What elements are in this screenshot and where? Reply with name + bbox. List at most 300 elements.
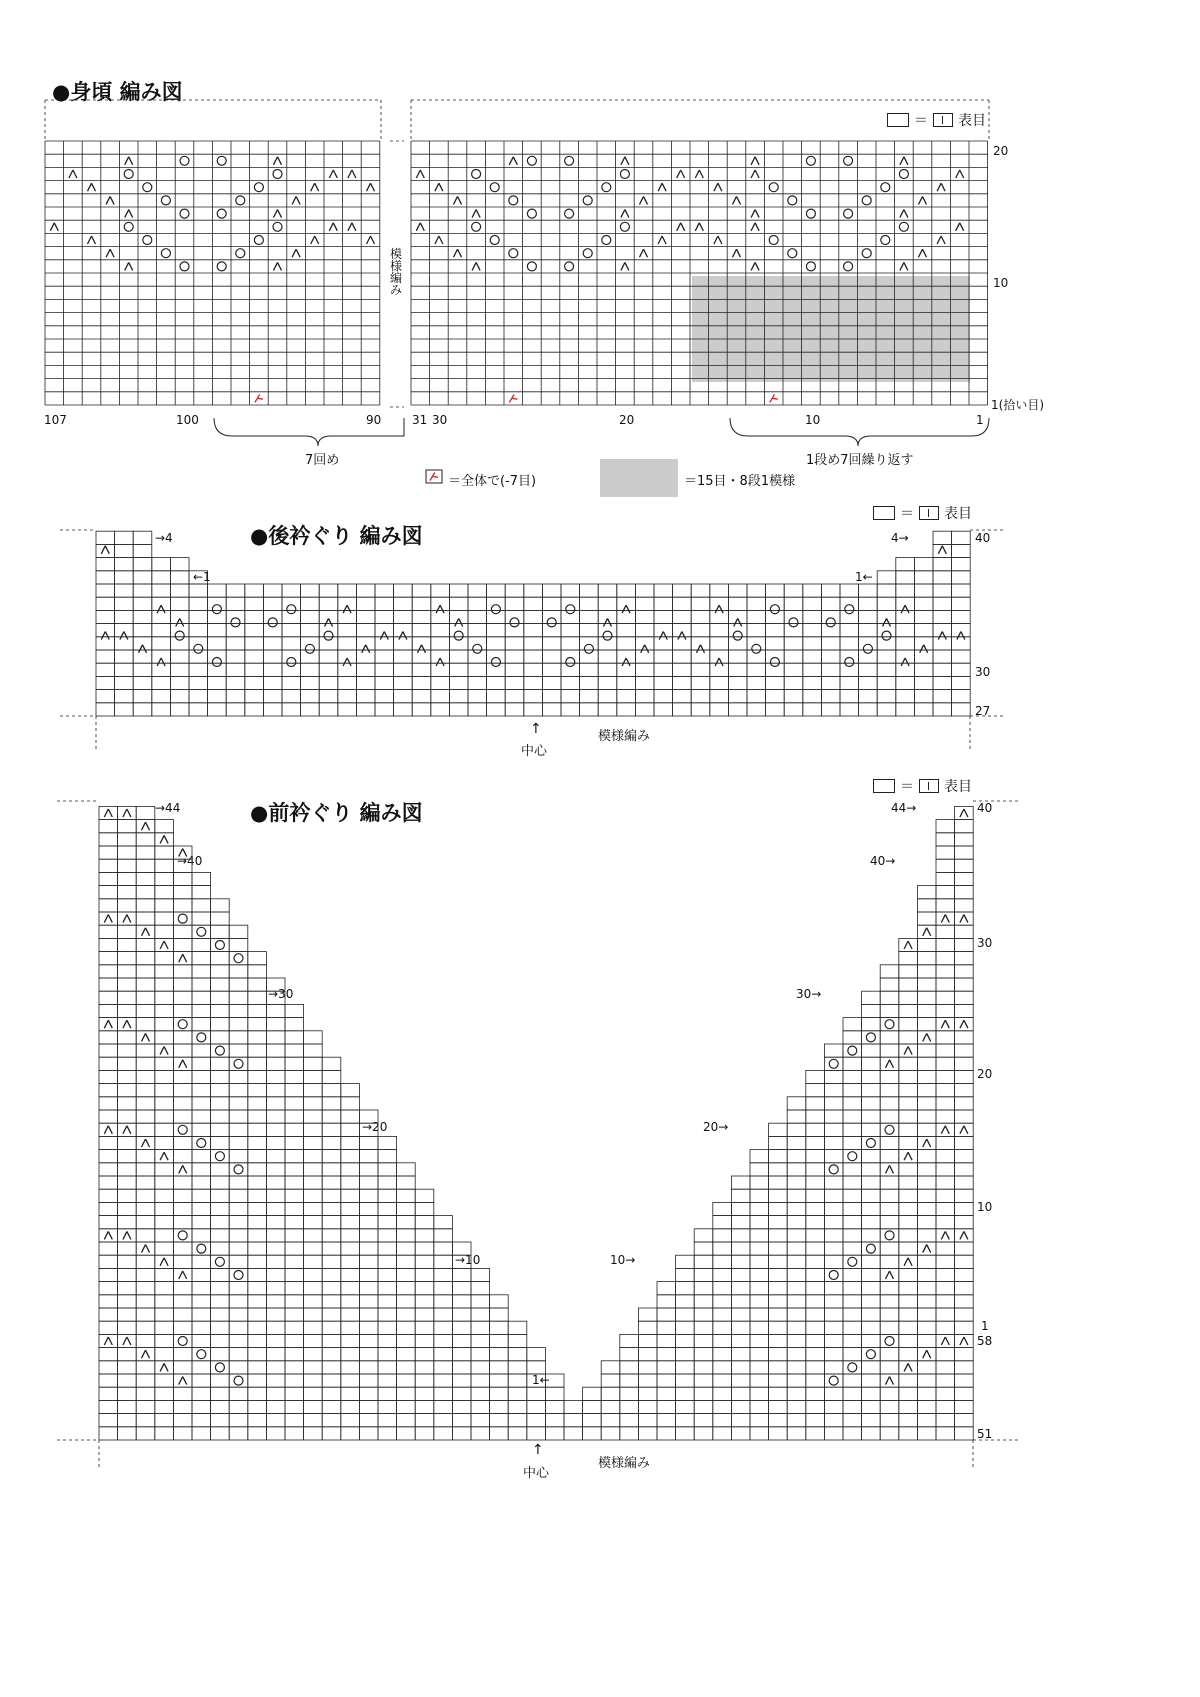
yarn-over-symbol: [236, 249, 245, 258]
yarn-over-symbol: [197, 1244, 206, 1253]
yarn-over-symbol: [234, 1376, 243, 1385]
repeat-shaded-block: [692, 276, 970, 382]
decrease-symbol: [325, 618, 333, 626]
front-row-label-58: 58: [977, 1334, 993, 1348]
yarn-over-symbol: [603, 631, 612, 640]
front-pattern-label: 模様編み: [598, 1456, 651, 1471]
yarn-over-symbol: [583, 196, 592, 205]
decrease-symbol: [886, 1060, 894, 1068]
yarn-over-symbol: [491, 605, 500, 614]
decrease-symbol: [472, 210, 480, 218]
decrease-symbol: [622, 658, 630, 666]
yarn-over-symbol: [234, 1271, 243, 1280]
decrease-symbol: [292, 196, 300, 204]
front-row-label-10: 10: [977, 1200, 993, 1214]
decrease-symbol: [123, 915, 131, 923]
decrease-symbol: [343, 605, 351, 613]
yarn-over-symbol: [509, 196, 518, 205]
decrease-symbol: [659, 632, 667, 640]
yarn-over-symbol: [527, 262, 536, 271]
front-row-label-40: 40: [977, 801, 993, 815]
yarn-over-symbol: [882, 631, 891, 640]
yarn-over-symbol: [806, 262, 815, 271]
body-row-label-1: 1(拾い目): [991, 398, 1044, 412]
body-col-label-90: 90: [366, 413, 382, 427]
yarn-over-symbol: [143, 236, 152, 245]
body-row-label-10: 10: [993, 276, 1009, 290]
decrease-symbol: [176, 618, 184, 626]
decrease-symbol: [160, 835, 168, 843]
yarn-over-symbol: [472, 222, 481, 231]
decrease-symbol: [900, 210, 908, 218]
yarn-over-symbol: [178, 914, 187, 923]
yarn-over-symbol: [254, 236, 263, 245]
decrease-symbol: [923, 1033, 931, 1041]
yarn-over-symbol: [178, 1231, 187, 1240]
front-row-label-20: 20: [977, 1067, 993, 1081]
decrease-symbol: [904, 1047, 912, 1055]
decrease-symbol: [399, 632, 407, 640]
yarn-over-symbol: [491, 658, 500, 667]
yarn-over-symbol: [178, 1125, 187, 1134]
decrease-symbol: [658, 183, 666, 191]
decrease-symbol: [455, 618, 463, 626]
decrease-symbol: [160, 1258, 168, 1266]
body-chart-title: ●身頃 編み図: [52, 80, 183, 104]
key-label: 表目: [944, 779, 972, 795]
red-decrease-symbol: [255, 394, 263, 402]
front-arrow-right-30: 30→: [796, 987, 822, 1001]
front-arrow-left-44: →44: [155, 801, 181, 815]
decrease-symbol: [472, 262, 480, 270]
decrease-symbol: [751, 210, 759, 218]
yarn-over-symbol: [217, 209, 226, 218]
body-grid-right: [411, 141, 988, 405]
yarn-over-symbol: [161, 249, 170, 258]
decrease-symbol: [621, 210, 629, 218]
decrease-symbol: [621, 262, 629, 270]
decrease-symbol: [509, 157, 517, 165]
yarn-over-symbol: [844, 156, 853, 165]
yarn-over-symbol: [866, 1244, 875, 1253]
red-decrease-symbol: [770, 394, 778, 402]
yarn-over-symbol: [217, 262, 226, 271]
decrease-symbol: [960, 1020, 968, 1028]
yarn-over-symbol: [197, 1139, 206, 1148]
decrease-symbol: [69, 170, 77, 178]
decrease-symbol: [734, 618, 742, 626]
front-arrow-left-10: →10: [455, 1253, 481, 1267]
decrease-symbol: [697, 645, 705, 653]
yarn-over-symbol: [510, 618, 519, 627]
decrease-symbol: [901, 658, 909, 666]
decrease-symbol: [886, 1271, 894, 1279]
front-arrow-left-40: →40: [177, 854, 203, 868]
back-neck-grid: [96, 531, 970, 716]
decrease-symbol: [311, 236, 319, 244]
yarn-over-symbol: [215, 1257, 224, 1266]
decrease-symbol: [160, 941, 168, 949]
brace-right-label: 1段め7回繰り返す: [806, 453, 914, 468]
yarn-over-symbol: [829, 1271, 838, 1280]
decrease-symbol: [88, 236, 96, 244]
yarn-over-symbol: [565, 156, 574, 165]
decrease-symbol: [960, 1126, 968, 1134]
decrease-symbol: [179, 1377, 187, 1385]
decrease-symbol: [904, 941, 912, 949]
yarn-over-symbol: [212, 605, 221, 614]
repeat-legend: ＝15目・8段1模様: [684, 474, 796, 489]
yarn-over-symbol: [490, 183, 499, 192]
front-arrow-left-20: →20: [362, 1120, 388, 1134]
yarn-over-symbol: [254, 183, 263, 192]
yarn-over-symbol: [273, 222, 282, 231]
brace-left: [214, 418, 404, 446]
decrease-symbol: [886, 1377, 894, 1385]
decrease-symbol: [960, 809, 968, 817]
yarn-over-symbol: [788, 196, 797, 205]
decrease-symbol: [179, 849, 187, 857]
back-row-label-40: 40: [975, 531, 991, 545]
decrease-symbol: [937, 183, 945, 191]
front-neck-chart-title: ●前衿ぐり 編み図: [250, 801, 423, 825]
decrease-symbol: [714, 183, 722, 191]
decrease-symbol: [435, 183, 443, 191]
decrease-symbol: [367, 236, 375, 244]
yarn-over-symbol: [178, 1020, 187, 1029]
decrease-symbol: [311, 183, 319, 191]
yarn-over-symbol: [473, 644, 482, 653]
decrease-symbol: [919, 196, 927, 204]
decrease-symbol: [677, 170, 685, 178]
decrease-symbol: [923, 1350, 931, 1358]
back-center-label: 中心: [521, 744, 548, 759]
back-center-arrow: ↑: [530, 721, 542, 737]
yarn-over-symbol: [305, 644, 314, 653]
decrease-symbol: [104, 1231, 112, 1239]
yarn-over-symbol: [197, 927, 206, 936]
decrease-symbol: [715, 658, 723, 666]
decrease-symbol: [142, 928, 150, 936]
yarn-over-symbol: [180, 209, 189, 218]
yarn-over-symbol: [845, 658, 854, 667]
yarn-over-symbol: [620, 222, 629, 231]
decrease-symbol: [733, 196, 741, 204]
decrease-symbol: [436, 658, 444, 666]
decrease-symbol: [621, 157, 629, 165]
yarn-over-symbol: [769, 183, 778, 192]
yarn-over-symbol: [788, 249, 797, 258]
yarn-over-symbol: [231, 618, 240, 627]
yarn-over-symbol: [161, 196, 170, 205]
yarn-over-symbol: [509, 249, 518, 258]
decrease-symbol: [436, 605, 444, 613]
front-center-arrow-1: 1←: [532, 1373, 550, 1387]
yarn-over-symbol: [180, 156, 189, 165]
yarn-over-symbol: [324, 631, 333, 640]
decrease-symbol: [274, 157, 282, 165]
decrease-symbol: [604, 618, 612, 626]
yarn-over-symbol: [848, 1257, 857, 1266]
decrease-symbol: [941, 1231, 949, 1239]
decrease-symbol: [348, 170, 356, 178]
decrease-symbol: [957, 632, 965, 640]
decrease-symbol: [142, 1033, 150, 1041]
decrease-symbol: [435, 236, 443, 244]
yarn-over-symbol: [547, 618, 556, 627]
back-row-label-27: 27: [975, 704, 991, 718]
decrease-symbol: [418, 645, 426, 653]
decrease-symbol: [104, 915, 112, 923]
decrease-symbol: [622, 605, 630, 613]
yarn-over-symbol: [124, 222, 133, 231]
decrease-symbol: [157, 658, 165, 666]
yarn-over-symbol: [565, 262, 574, 271]
front-row-label-1: 1: [981, 1319, 989, 1333]
decrease-symbol: [900, 262, 908, 270]
decrease-symbol: [956, 170, 964, 178]
decrease-symbol: [641, 645, 649, 653]
decrease-symbol: [678, 632, 686, 640]
decrease-symbol: [938, 546, 946, 554]
yarn-over-symbol: [602, 183, 611, 192]
yarn-over-symbol: [866, 1350, 875, 1359]
body-col-label-107: 107: [44, 413, 67, 427]
key-equals: ＝: [900, 506, 914, 522]
decrease-symbol: [751, 262, 759, 270]
yarn-over-symbol: [770, 605, 779, 614]
decrease-symbol: [416, 170, 424, 178]
decrease-symbol: [142, 1245, 150, 1253]
decrease-symbol: [941, 1020, 949, 1028]
key-equals: ＝: [900, 779, 914, 795]
yarn-over-symbol: [175, 631, 184, 640]
decrease-symbol: [956, 223, 964, 231]
decrease-symbol: [751, 223, 759, 231]
brace-left-label: 7回め: [305, 453, 340, 468]
decrease-symbol: [125, 262, 133, 270]
front-arrow-right-10: 10→: [610, 1253, 636, 1267]
decrease-symbol: [179, 954, 187, 962]
decrease-symbol: [179, 1271, 187, 1279]
decrease-symbol: [751, 170, 759, 178]
decrease-symbol: [343, 658, 351, 666]
front-arrow-right-44: 44→: [891, 801, 917, 815]
back-arrow-left-1: ←1: [193, 570, 211, 584]
front-row-label-51: 51: [977, 1427, 993, 1441]
yarn-over-symbol: [848, 1046, 857, 1055]
yarn-over-symbol: [752, 644, 761, 653]
decrease-symbol: [50, 223, 58, 231]
yarn-over-symbol: [806, 156, 815, 165]
yarn-over-symbol: [490, 236, 499, 245]
decrease-symbol: [900, 157, 908, 165]
red-decrease-symbol: [509, 394, 517, 402]
decrease-symbol: [329, 223, 337, 231]
yarn-over-symbol: [180, 262, 189, 271]
yarn-over-symbol: [584, 644, 593, 653]
decrease-symbol: [125, 157, 133, 165]
decrease-symbol: [125, 210, 133, 218]
yarn-over-symbol: [197, 1033, 206, 1042]
key-label: 表目: [944, 506, 972, 522]
decrease-symbol: [101, 632, 109, 640]
repeat-key-swatch: [600, 459, 678, 497]
yarn-over-symbol: [885, 1020, 894, 1029]
decrease-symbol: [106, 196, 114, 204]
yarn-over-symbol: [770, 658, 779, 667]
front-center-label: 中心: [523, 1466, 550, 1481]
decrease-symbol: [104, 1020, 112, 1028]
yarn-over-symbol: [143, 183, 152, 192]
yarn-over-symbol: [848, 1152, 857, 1161]
yarn-over-symbol: [273, 170, 282, 179]
front-center-arrow: ↑: [532, 1442, 544, 1458]
decrease-symbol: [923, 928, 931, 936]
yarn-over-symbol: [194, 644, 203, 653]
decrease-symbol: [920, 645, 928, 653]
decrease-symbol: [329, 170, 337, 178]
key-equals: ＝: [914, 113, 928, 129]
yarn-over-symbol: [287, 658, 296, 667]
yarn-over-symbol: [845, 605, 854, 614]
decrease-symbol: [960, 1337, 968, 1345]
yarn-over-symbol: [829, 1165, 838, 1174]
yarn-over-symbol: [848, 1363, 857, 1372]
decrease-symbol: [104, 1126, 112, 1134]
yarn-over-symbol: [881, 183, 890, 192]
yarn-over-symbol: [472, 170, 481, 179]
yarn-over-symbol: [885, 1125, 894, 1134]
decrease-symbol: [941, 1126, 949, 1134]
yarn-over-symbol: [565, 209, 574, 218]
yarn-over-symbol: [885, 1231, 894, 1240]
yarn-over-symbol: [829, 1059, 838, 1068]
body-col-label-100: 100: [176, 413, 199, 427]
yarn-over-symbol: [178, 1337, 187, 1346]
body-row-label-20: 20: [993, 144, 1009, 158]
decrease-symbol: [416, 223, 424, 231]
yarn-over-symbol: [527, 209, 536, 218]
yarn-over-symbol: [602, 236, 611, 245]
body-col-label-1: 1: [976, 413, 984, 427]
decrease-symbol: [274, 210, 282, 218]
yarn-over-symbol: [212, 658, 221, 667]
decrease-symbol: [904, 1258, 912, 1266]
red-decrease-key-icon: [430, 473, 438, 481]
decrease-symbol: [179, 1165, 187, 1173]
decrease-symbol: [733, 249, 741, 257]
yarn-over-symbol: [566, 658, 575, 667]
decrease-symbol: [714, 236, 722, 244]
decrease-symbol: [454, 249, 462, 257]
body-col-label-31: 31: [412, 413, 428, 427]
decrease-symbol: [179, 1060, 187, 1068]
decrease-symbol: [120, 632, 128, 640]
yarn-over-symbol: [268, 618, 277, 627]
decrease-symbol: [160, 1363, 168, 1371]
decrease-symbol: [274, 262, 282, 270]
body-col-label-10: 10: [805, 413, 821, 427]
yarn-over-symbol: [862, 196, 871, 205]
yarn-over-symbol: [287, 605, 296, 614]
decrease-symbol: [677, 223, 685, 231]
decrease-symbol: [362, 645, 370, 653]
decrease-symbol: [941, 915, 949, 923]
decrease-symbol: [160, 1047, 168, 1055]
yarn-over-symbol: [234, 1059, 243, 1068]
decrease-symbol: [123, 1231, 131, 1239]
decrease-legend: ＝全体で(-7目): [448, 474, 537, 489]
decrease-symbol: [142, 1350, 150, 1358]
decrease-symbol: [292, 249, 300, 257]
yarn-over-symbol: [527, 156, 536, 165]
decrease-symbol: [919, 249, 927, 257]
back-arrow-right-1: 1←: [855, 570, 873, 584]
body-col-label-30: 30: [432, 413, 448, 427]
yarn-over-symbol: [862, 249, 871, 258]
yarn-over-symbol: [826, 618, 835, 627]
key-label: 表目: [958, 113, 986, 129]
yarn-over-symbol: [236, 196, 245, 205]
decrease-symbol: [106, 249, 114, 257]
yarn-over-symbol: [454, 631, 463, 640]
front-neck-grid: [99, 806, 973, 1440]
yarn-over-symbol: [881, 236, 890, 245]
decrease-symbol: [695, 170, 703, 178]
decrease-symbol: [640, 249, 648, 257]
decrease-symbol: [454, 196, 462, 204]
yarn-over-symbol: [566, 605, 575, 614]
decrease-symbol: [142, 822, 150, 830]
decrease-symbol: [380, 632, 388, 640]
yarn-over-symbol: [806, 209, 815, 218]
back-arrow-left-4: →4: [155, 531, 173, 545]
yarn-over-symbol: [844, 209, 853, 218]
decrease-symbol: [901, 605, 909, 613]
yarn-over-symbol: [733, 631, 742, 640]
yarn-over-symbol: [899, 222, 908, 231]
yarn-over-symbol: [863, 644, 872, 653]
decrease-symbol: [88, 183, 96, 191]
yarn-over-symbol: [866, 1033, 875, 1042]
decrease-symbol: [751, 157, 759, 165]
yarn-over-symbol: [215, 1046, 224, 1055]
body-col-label-20: 20: [619, 413, 635, 427]
decrease-symbol: [904, 1363, 912, 1371]
yarn-over-symbol: [124, 170, 133, 179]
front-row-label-30: 30: [977, 936, 993, 950]
yarn-over-symbol: [234, 1165, 243, 1174]
decrease-symbol: [123, 809, 131, 817]
decrease-symbol: [104, 1337, 112, 1345]
decrease-symbol: [101, 546, 109, 554]
body-grid-left: [45, 141, 380, 405]
decrease-symbol: [640, 196, 648, 204]
decrease-symbol: [160, 1152, 168, 1160]
decrease-symbol: [960, 1231, 968, 1239]
decrease-symbol: [715, 605, 723, 613]
decrease-symbol: [123, 1126, 131, 1134]
decrease-symbol: [941, 1337, 949, 1345]
decrease-symbol: [123, 1020, 131, 1028]
yarn-over-symbol: [217, 156, 226, 165]
decrease-symbol: [886, 1165, 894, 1173]
decrease-symbol: [348, 223, 356, 231]
decrease-symbol: [937, 236, 945, 244]
back-arrow-right-4: 4→: [891, 531, 909, 545]
yarn-over-symbol: [866, 1139, 875, 1148]
